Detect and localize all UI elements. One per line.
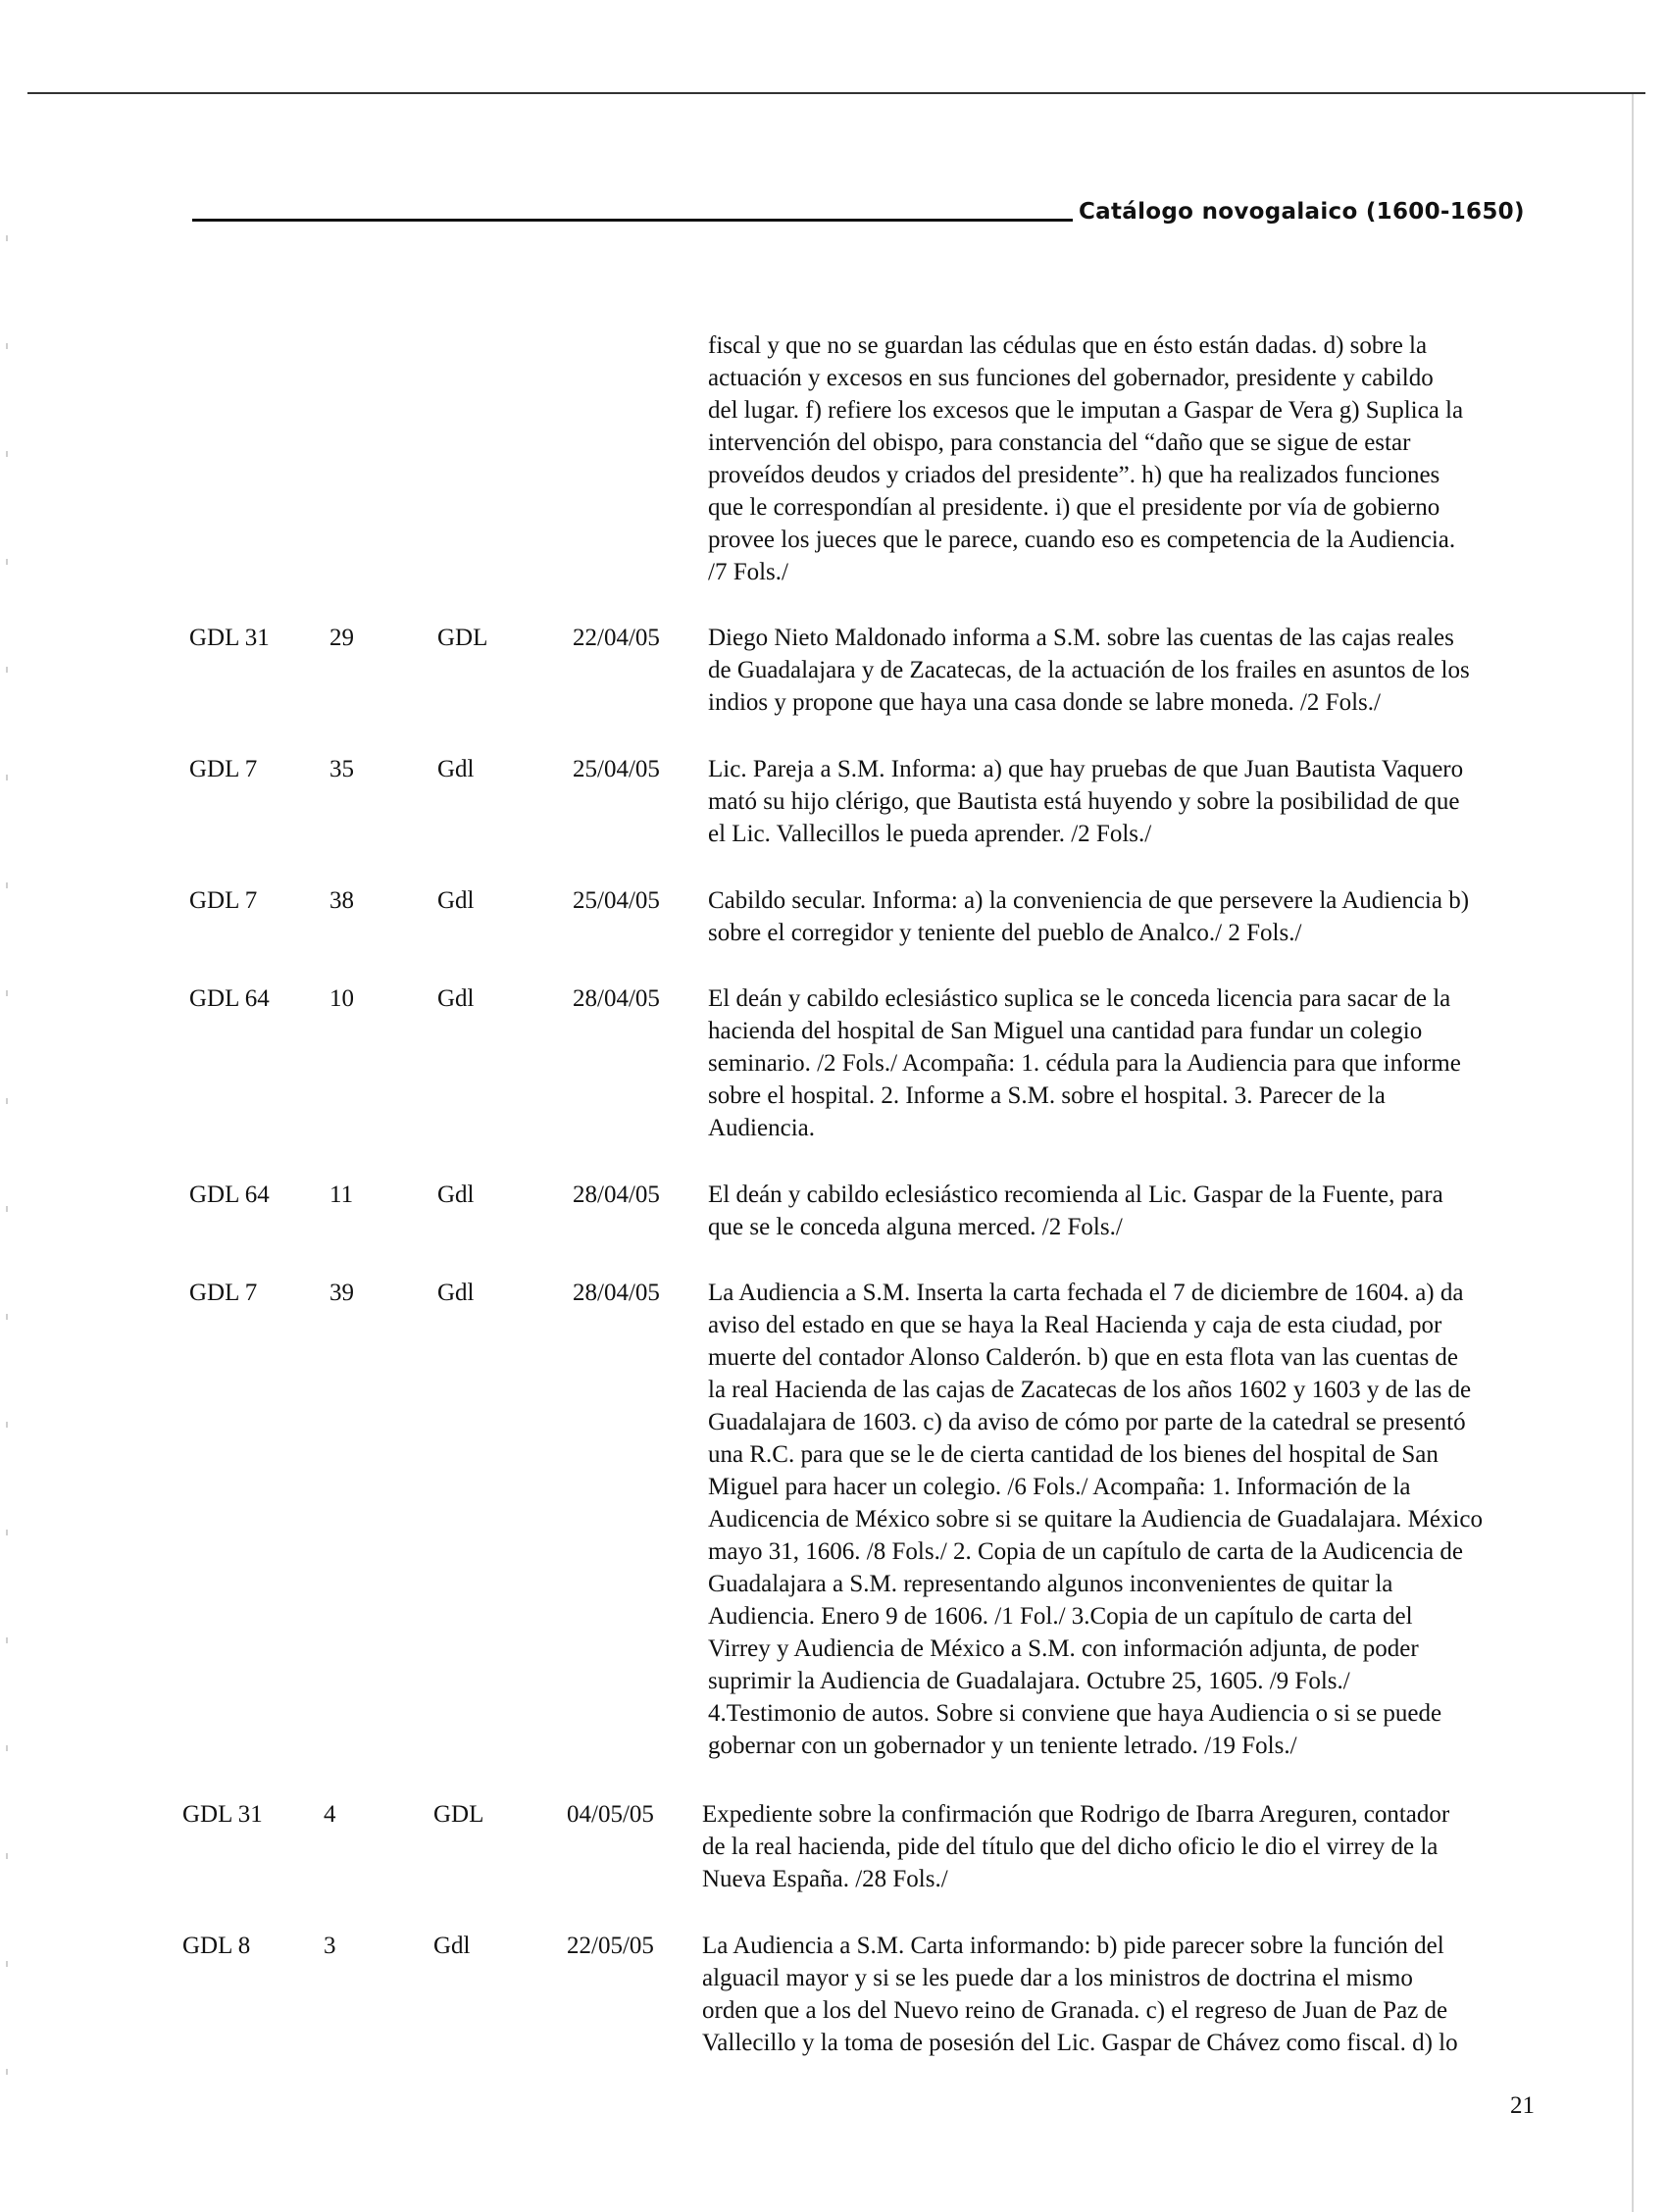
entry-description: La Audiencia a S.M. Inserta la carta fechada el 7 de diciembre de 1604. a) da aviso del estado en que se haya la Real Hacienda y caja de esta ciudad, por muerte del contador Alonso Calderón. b) que en esta flota van las cuentas de la real Hacienda de las cajas de Zacatecas de los años 1602 y 1603 y de las de Guadalajara de 1603. c) da aviso de cómo por parte de la catedral se presentó una R.C. para que se le de cierta cantidad de los bienes del hospital de San Miguel para hacer un colegio. /6 Fols./ Acompaña: 1. Información de la Audicencia de México sobre si se quitare la Audiencia de Guadalajara. México mayo 31, 1606. /8 Fols./ 2. Copia de un capítulo de carta de la Audicencia de Guadalajara a S.M. representando algunos inconvenientes de quitar la Audiencia. Enero 9 de 1606. /1 Fol./ 3.Copia de un capítulo de carta del Virrey y Audiencia de México a S.M. con información adjunta, de poder suprimir la Audiencia de Guadalajara. Octubre 25, 1605. /9 Fols./ 4.Testimonio de autos. Sobre si conviene que haya Audiencia o si se puede gobernar con un gobernador y un teniente letrado. /19 Fols./ [708,1280,1483,1759]
running-header-title: Catálogo novogalaico (1600-1650) [1079,199,1525,225]
entry-origin: Gdl [433,1933,471,1959]
entry-origin: Gdl [437,985,475,1012]
entry-date: 25/04/05 [573,887,660,914]
entry-number: 10 [329,985,354,1012]
entry-date: 28/04/05 [573,985,660,1012]
entry-number: 4 [324,1801,336,1828]
entry-legajo: GDL 31 [182,1801,263,1828]
entry-legajo: GDL 31 [189,625,270,651]
entry-origin: Gdl [437,1181,475,1208]
scan-top-border [27,92,1645,94]
entry-date: 22/04/05 [573,625,660,651]
entry-number: 3 [324,1933,336,1959]
scan-right-edge [1632,94,1634,2212]
entry-number: 38 [329,887,354,914]
entry-description: La Audiencia a S.M. Carta informando: b) pide parecer sobre la función del alguacil mayor y si se les puede dar a los ministros de doctrina el mismo orden que a los del Nuevo reino de Granada. c) el regreso de Juan de Paz de Vallecillo y la toma de posesión del Lic. Gaspar de Chávez como fiscal. d) lo [702,1933,1458,2056]
entry-description: Lic. Pareja a S.M. Informa: a) que hay pruebas de que Juan Bautista Vaquero mató su hijo clérigo, que Bautista está huyendo y sobre la posibilidad de que el Lic. Vallecillos le pueda aprender. /2 Fols./ [708,756,1464,847]
entry-description: Expediente sobre la confirmación que Rodrigo de Ibarra Areguren, contador de la real hacienda, pide del título que del dicho oficio le dio el virrey de la Nueva España. /28 Fols./ [702,1801,1450,1892]
entry-description: El deán y cabildo eclesiástico recomienda al Lic. Gaspar de la Fuente, para que se le conceda alguna merced. /2 Fols./ [708,1181,1443,1240]
entry-date: 28/04/05 [573,1181,660,1208]
entry-legajo: GDL 7 [189,1280,258,1306]
entry-date: 25/04/05 [573,756,660,782]
entry-legajo: GDL 7 [189,887,258,914]
entry-origin: Gdl [437,1280,475,1306]
entry-description: Cabildo secular. Informa: a) la conveniencia de que persevere la Audiencia b) sobre el corregidor y teniente del pueblo de Analco./ 2 Fols./ [708,887,1470,946]
entry-legajo: GDL 64 [189,985,270,1012]
entry-legajo: GDL 7 [189,756,258,782]
page-number: 21 [1510,2092,1535,2119]
entry-number: 39 [329,1280,354,1306]
entry-origin: Gdl [437,756,475,782]
entry-number: 11 [329,1181,354,1208]
entry-origin: GDL [433,1801,484,1828]
entry-description: Diego Nieto Maldonado informa a S.M. sobre las cuentas de las cajas reales de Guadalajara y de Zacatecas, de la actuación de los frailes en asuntos de los indios y propone que haya una casa donde se labre moneda. /2 Fols./ [708,625,1470,716]
entry-description: El deán y cabildo eclesiástico suplica se le conceda licencia para sacar de la hacienda del hospital de San Miguel una cantidad para fundar un colegio seminario. /2 Fols./ Acompaña: 1. cédula para la Audiencia para que informe sobre el hospital. 2. Informe a S.M. sobre el hospital. 3. Parecer de la Audiencia. [708,985,1461,1141]
entry-legajo: GDL 8 [182,1933,251,1959]
entry-date: 22/05/05 [567,1933,654,1959]
scan-left-binding-marks [6,235,8,2098]
entry-date: 04/05/05 [567,1801,654,1828]
entry-origin: Gdl [437,887,475,914]
entry-date: 28/04/05 [573,1280,660,1306]
entry-origin: GDL [437,625,488,651]
running-header-rule [192,219,1073,222]
entry-number: 29 [329,625,354,651]
entry-number: 35 [329,756,354,782]
entry-legajo: GDL 64 [189,1181,270,1208]
continuation-text: fiscal y que no se guardan las cédulas que en ésto están dadas. d) sobre la actuación y excesos en sus funciones del gobernador, presidente y cabildo del lugar. f) refiere los excesos que le imputan a Gaspar de Vera g) Suplica la intervención del obispo, para constancia del “daño que se sigue de estar proveídos deudos y criados del presidente”. h) que ha realizados funciones que le correspondían al presidente. i) que el presidente por vía de gobierno provee los jueces que le parece, cuando eso es competencia de la Audiencia. /7 Fols./ [708,332,1464,585]
